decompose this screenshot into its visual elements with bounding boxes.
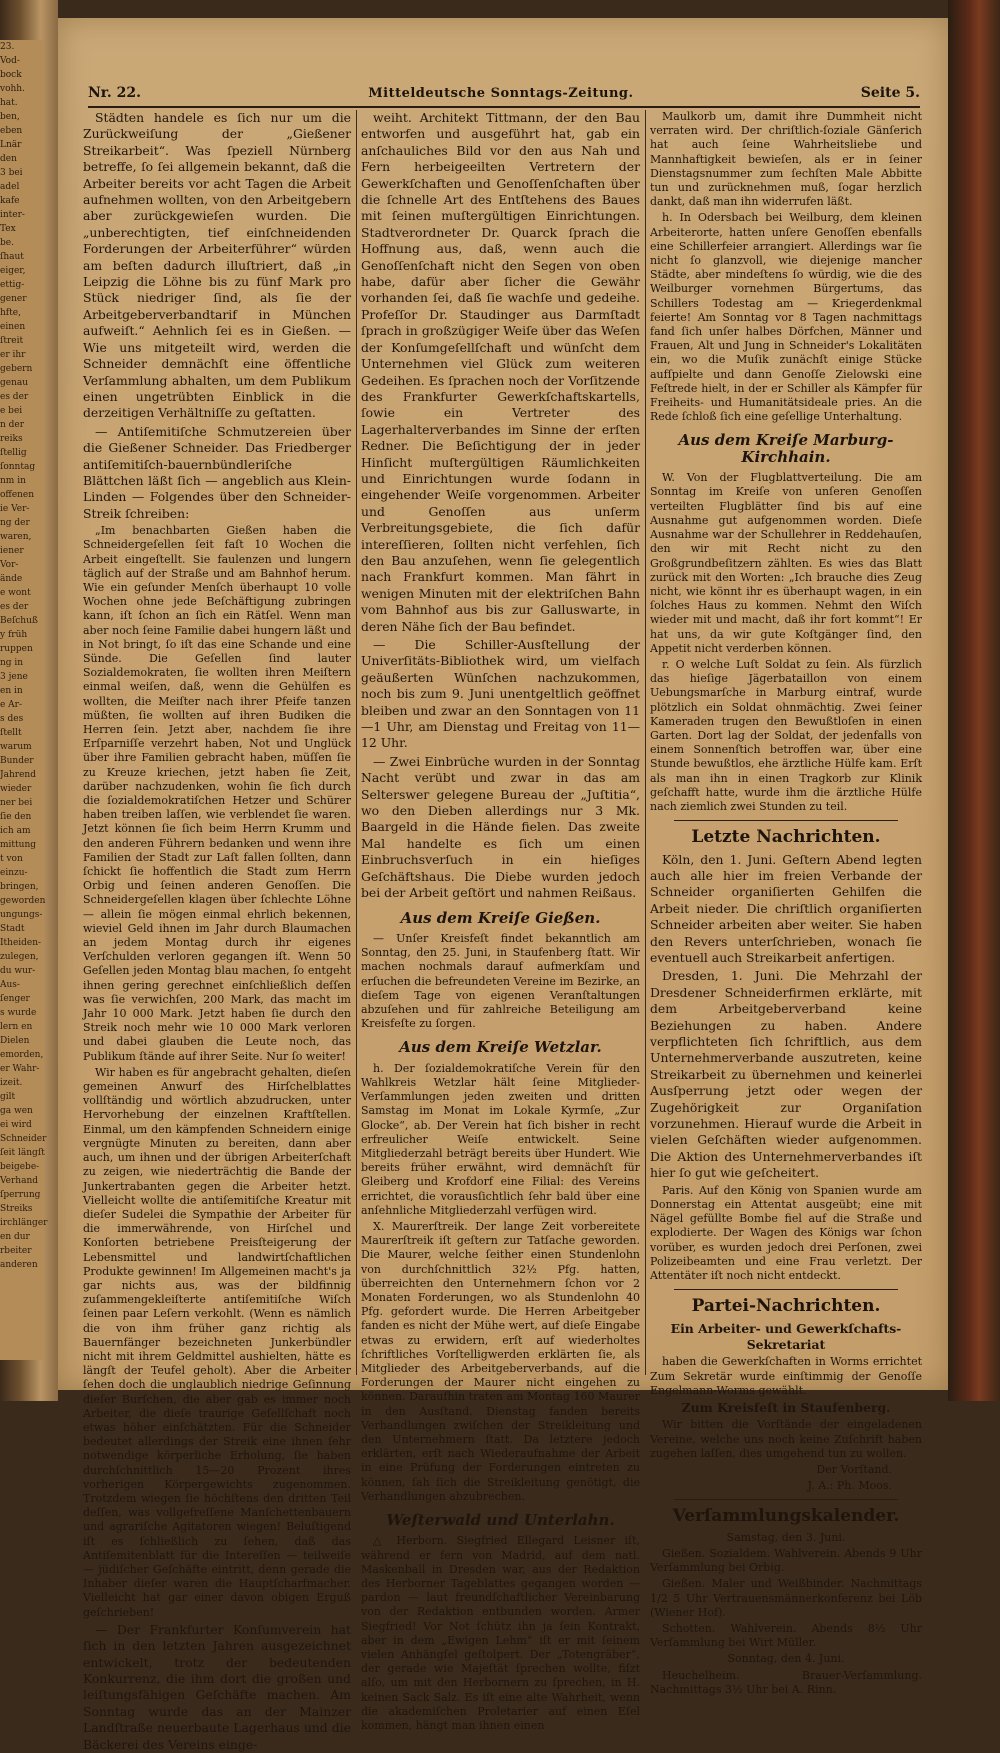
prev-page-fragment: ſonntag	[0, 462, 36, 472]
section-title: Verſammlungskalender.	[672, 1506, 900, 1527]
prev-page-fragment: ſhaut	[0, 252, 24, 262]
prev-page-fragment: be.	[0, 238, 14, 248]
article-paragraph: „Im benachbarten Gießen haben die Schneidergeſellen ſeit faſt 10 Wochen die Arbeit eingeſtellt. Sie faulenzen und lungern täglich auf der Straße und am Bahnhof herum. Wie ein geſunder Menſch überhaupt 10 volle Wochen ohne jede Beſchäftigung zubringen kann, iſt ſchon an ſich ein Rätſel. Wenn man aber noch ſeine Familie dabei hungern läßt und in Not bringt, ſo iſt das eine Schande und eine Sünde. Die Geſellen ſind lauter Sozialdemokraten, ſie wollten ihren Meiſtern einmal weiſen, daß, wenn die Gehülfen es wollten, die Meiſter nach ihrer Pfeife tanzen müßten, ſie wollten auf ihren Budiken die Herren ſein. Jetzt aber, nachdem ſie ihre Erſparniſſe verzehrt haben, Not und Unglück über ihre Familien gebracht haben, müſſen ſie zu Kreuze kriechen, jetzt haben ſie Zeit, darüber nachzudenken, wohin ſie ſich durch die ſozialdemokratiſchen Hetzer und Schürer haben treiben laſſen, wie verblendet ſie waren. Jetzt können ſie ſich beim Herrn Krumm und den anderen Führern bedanken und wenn ihre Familien der Stadt zur Laſt fallen ſollten, dann ſchickt ſie hoffentlich die Stadt zum Herrn Orbig und ſeinen anderen Genoſſen. Die Schneidergeſellen klagen über ſchlechte Löhne — allein ſie mögen einmal ehrlich bekennen, wieviel Geld ihnen im Jahr durch Blaumachen an jedem Montag durch ihr eigenes Verſchulden verloren gegangen iſt. Wenn 50 Geſellen jeden Montag blau machen, ſo entgeht ihnen gering gerechnet einſchließlich deſſen was ſie verwichſen, 200 Mark, das macht im Jahr 10 000 Mark. Jetzt haben ſie durch den Streik noch mehr wie 10 000 Mark verloren und dabei glauben die Leute noch, das Publikum ſtände auf ihrer Seite. Nur ſo weiter!	[83, 524, 351, 1063]
prev-page-fragment: geworden	[0, 896, 46, 906]
prev-page-fragment: ben,	[0, 112, 20, 122]
prev-page-fragment: eben	[0, 126, 23, 136]
prev-page-fragment: Verhand	[0, 1176, 39, 1186]
prev-page-fragment: 3 bei	[0, 168, 23, 178]
date-line: Sonntag, den 4. Juni.	[727, 1652, 845, 1666]
prev-page-fragment: ei wird	[0, 1120, 32, 1130]
prev-page-fragment: e Ar-	[0, 700, 23, 710]
article-paragraph: — Antiſemitiſche Schmutzereien über die Gießener Schneider. Das Friedberger antiſemitiſch-bauernbündleriſche Blättchen läßt ſich — angeblich aus Klein-Linden — Folgendes über den Schneider-Streik ſchreiben:	[83, 423, 351, 521]
prev-page-fragment: bringen,	[0, 882, 39, 892]
newspaper-title: Mitteldeutsche Sonntags-Zeitung.	[368, 85, 634, 101]
prev-page-fragment: Beſchuß	[0, 616, 38, 626]
prev-page-fragment: Itheiden-	[0, 938, 42, 948]
prev-page-fragment: hfte,	[0, 308, 21, 318]
prev-page-fragment: ie Ver-	[0, 504, 30, 514]
prev-page-fragment: warum	[0, 742, 32, 752]
prev-page-fragment: e wont	[0, 588, 31, 598]
prev-page-fragment: ettig-	[0, 280, 25, 290]
prev-page-fragment: Tex	[0, 224, 16, 234]
date-line: Samstag, den 3. Juni.	[726, 1530, 846, 1544]
book-page-edges	[948, 0, 1000, 1401]
article-paragraph: △ Herborn. Siegfried Ellegard Leisner iſt, während er fern von Madrid, auf dem natl. Maskenball in Dresden war, aus der Redaktion des Herborner Tageblattes gegangen worden — pardon — laut freundſchaftlicher Vereinbarung von der Redaktion entbunden worden. Armer Siegfried! Vor Not ſchütz ihn ja ſein Kontrakt, aber in dem „Ewigen Lehm“ iſt er mit ſeinem vielen Anhängſel geſtolpert. Der „Totengräber“, der gerade wie Majeſtät ſprechen wollte, fiſzt alſo, um mit den Herbornern zu ſprechen, in H. keinen Sack Salz. Es iſt eine alte Wahrheit, wenn die akademiſchen Proletarier auf einen Eſel kommen, hängt man ihnen einen	[361, 1534, 640, 1733]
article-paragraph: — Unſer Kreisfeſt findet bekanntlich am Sonntag, den 25. Juni, in Staufenberg ſtatt. Wir machen nochmals darauf aufmerkſam und erſuchen die befreundeten Vereine im Bezirke, an dieſem Tage von eigenen Veranſtaltungen abzuſehen und für zahlreiche Beteiligung am Kreisfeſte zu ſorgen.	[361, 931, 640, 1031]
notice-heading: Zum Kreisfeſt in Staufenberg.	[681, 1399, 891, 1415]
article-paragraph: W. Von der Flugblattverteilung. Die am Sonntag im Kreiſe von unſeren Genoſſen verteilten Flugblätter ſind bis auf eine Ausnahme gut aufgenommen worden. Dieſe Ausnahme war der Schullehrer in Reddehauſen, den wir mit Recht nicht zu den Großgrundbeſitzern zählten. Es wies das Blatt zurück mit den Worten: „Ich brauche dies Zeug nicht, wie könnt ihr es überhaupt wagen, in ein ſolches Haus zu kommen. Nehmt den Wiſch wieder mit und macht, daß ihr fort kommt“! Er hat uns, da wir gute Koſtgänger ſind, den Appetit nicht verderben können.	[650, 471, 922, 655]
prev-page-fragment: Jahrend	[0, 770, 36, 780]
article-paragraph: Maulkorb um, damit ihre Dummheit nicht verraten wird. Der chriſtlich-ſoziale Gänſerich hat auch ſeine Wahrheitsliebe und Mannhaftigkeit bewieſen, als er in ſeiner Dienstagsnummer zum ſechſten Male Abbitte tun und zurücknehmen muß, ſogar herzlich dankt, daß man ihn widerrufen läßt.	[650, 110, 922, 209]
prev-page-fragment: offenen	[0, 490, 35, 500]
prev-page-fragment: Vod-	[0, 56, 20, 66]
article-paragraph: Köln, den 1. Juni. Geſtern Abend legten auch alle hier im freien Verbande der Schneider organiſierten Gehilfen die Arbeit nieder. Die chriſtlich organiſierten Schneider arbeiten aber weiter. Sie haben den Revers unterſchrieben, wonach ſie eventuell auch Streikarbeit anfertigen.	[650, 851, 922, 965]
article-paragraph: Paris. Auf den König von Spanien wurde am Donnerstag ein Attentat ausgeübt; eine mit Nägel gefüllte Bombe fiel auf die Straße und explodierte. Der Wagen des Königs war ſchon vorüber, es wurden jedoch drei Perſonen, zwei Polizeibeamten und eine Frau verletzt. Der Attentäter iſt noch nicht entdeckt.	[650, 1183, 922, 1282]
prev-page-fragment: bock	[0, 70, 22, 80]
prev-page-fragment: Stadt	[0, 924, 25, 934]
article-paragraph: Gießen. Sozialdem. Wahlverein. Abends 9 Uhr Verſammlung bei Orbig.	[650, 1546, 922, 1575]
prev-page-fragment: gilt	[0, 1092, 16, 1102]
section-rule	[674, 1289, 898, 1290]
prev-page-fragment: rbeiter	[0, 1246, 32, 1256]
section-heading: Aus dem Kreiſe Gießen.	[400, 908, 601, 927]
prev-page-fragment: gebern	[0, 364, 33, 374]
prev-page-fragment: ng in	[0, 658, 24, 668]
article-paragraph: r. O welche Luſt Soldat zu ſein. Als fürzlich das hieſige Jägerbataillon von einem Uebungsmarſche in Marburg eintraf, wurde plötzlich ein Soldat ohnmächtig. Zwei ſeiner Kameraden trugen den Bewußtloſen in einen Garten. Dort lag der Soldat, der jedenfalls von einem Sonnenſtich betroffen war, über eine Stunde bewußtlos, ehe ärztliche Hülfe kam. Erſt als man ihn in einen Tragkorb zur Klinik geſchafft hatte, wurde ihm die ärztliche Hülfe nach ziemlich zwei Stunden zu teil.	[650, 657, 922, 813]
prev-page-fragment: ich am	[0, 826, 31, 836]
prev-page-fragment: reiks	[0, 434, 23, 444]
previous-page-edge	[0, 40, 48, 1360]
prev-page-fragment: gener	[0, 294, 27, 304]
prev-page-fragment: s des	[0, 714, 24, 724]
article-paragraph: weiht. Architekt Tittmann, der den Bau entworfen und ausgeführt hat, gab ein anſchauliches Bild vor den aus Nah und Fern herbeigeeilten Vertretern der Gewerkſchaften und Genoſſenſchaften über die ſchnelle Art des Entſtehens des Baues mit ſeinen muſtergültigen Einrichtungen. Stadtverordneter Dr. Quarck ſprach die Hoffnung aus, daß, wenn auch die Genoſſenſchaft nicht den Segen von oben habe, dafür aber ſicher die Gewähr vorhanden ſei, daß ſie wachſe und gedeihe. Profeſſor Dr. Staudinger aus Darmſtadt ſprach in großzügiger Weiſe über das Weſen der Konſumgeſellſchaft und wünſcht dem Unternehmen viel Glück zum weiteren Gedeihen. Es ſprachen noch der Vorſitzende des Frankfurter Gewerkſchaftskartells, ſowie ein Vertreter des Lagerhalterverbandes im Sinne der erſten Redner. Die Beſichtigung der in jeder Hinſicht muſtergültigen Räumlichkeiten und Einrichtungen wurde ſodann in eingehender Weiſe vorgenommen. Arbeiter und Genoſſen aus unſerm Verbreitungsgebiete, die ſich dafür intereſſieren, ſollten nicht verfehlen, ſich den Bau anzuſehen, wenn ſie gelegentlich nach Frankfurt kommen. Man fährt in wenigen Minuten mit der elektriſchen Bahn vom Bahnhof aus bis zur Galluswarte, in deren Nähe ſich der Bau befindet.	[361, 110, 640, 634]
prev-page-fragment: izeit.	[0, 1078, 23, 1088]
prev-page-fragment: ga wen	[0, 1106, 33, 1116]
prev-page-fragment: wieder	[0, 784, 32, 794]
issue-number: Nr. 22.	[88, 85, 141, 101]
column-3	[650, 110, 922, 1696]
prev-page-fragment: Vor-	[0, 560, 19, 570]
column-1	[83, 110, 351, 1752]
prev-page-fragment: Streiks	[0, 1204, 33, 1214]
prev-page-fragment: ände	[0, 574, 23, 584]
section-heading: Weſterwald und Unterlahn.	[386, 1511, 615, 1530]
prev-page-fragment: ſtellig	[0, 448, 27, 458]
prev-page-fragment: anderen	[0, 1260, 38, 1270]
prev-page-fragment: er Wahr-	[0, 1064, 40, 1074]
prev-page-fragment: ſperrung	[0, 1190, 41, 1200]
prev-page-fragment: en dur	[0, 1232, 30, 1242]
prev-page-fragment: lern en	[0, 1022, 33, 1032]
prev-page-fragment: ſenger	[0, 994, 30, 1004]
article-paragraph: Heuchelheim. Brauer-Verſammlung. Nachmittags 3½ Uhr bei A. Rinn.	[650, 1668, 922, 1696]
prev-page-fragment: 23.	[0, 42, 15, 52]
prev-page-fragment: es der	[0, 392, 29, 402]
prev-page-fragment: kafe	[0, 196, 20, 206]
prev-page-fragment: adel	[0, 182, 20, 192]
page-number: Seite 5.	[860, 85, 920, 101]
article-paragraph: haben die Gewerkſchaften in Worms errichtet Zum Sekretär wurde einſtimmig der Genoſſe Engelmann-Worms gewählt.	[650, 1355, 922, 1397]
column-divider	[356, 110, 357, 1375]
section-title: Partei-Nachrichten.	[691, 1296, 881, 1317]
page-header	[88, 82, 920, 104]
signature-line: J. A.: Ph. Moos.	[807, 1479, 892, 1493]
prev-page-fragment: hat.	[0, 98, 18, 108]
prev-page-fragment: iener	[0, 546, 24, 556]
article-paragraph: Wir haben es für angebracht gehalten, dieſen gemeinen Anwurf des Hirſchelblattes vollſtändig und wörtlich abzudrucken, unter Hervorhebung der einzelnen Kraftſtellen. Einmal, um den kämpfenden Schneidern einige vergnügte Minuten zu bereiten, dann aber auch, um ihnen und der übrigen Arbeiterſchaft zu zeigen, wie niederträchtig die Bande der Junkertrabanten gegen die Arbeiter hetzt. Vielleicht wollte die antiſemitiſche Kreatur mit dieſer Sudelei die Sympathie der Arbeiter für die immerwährende, von Hirſchel und Konſorten betriebene Preisſteigerung der Lebensmittel und landwirtſchaftlichen Produkte gewinnen! Im Allgemeinen macht's ja gar nichts aus, was der bildfinnig zuſammengekleiſterte antiſemitiſche Wiſch ſeinen paar Leſern verkohlt. (Wenn es nämlich die von ihm früher ganz richtig als Bauernfänger bezeichneten Junkerbündler nicht mit ihrem Geldmittel aushielten, hätte es längſt der Teufel geholt). Aber die Arbeiter ſehen doch die unglaublich niedrige Geſinnung dieſer Burſchen, die aber gab es immer noch Arbeiter, die dieſe traurige Geſellſchaft noch etwas höher einſchätzten. Für die Schneider bedeutet allerdings der Streik eine ihnen ſehr notwendige körperliche Erholung, ſie haben durchſchnittlich 15—20 Prozent ihres vorherigen Körpergewichts zugenommen. Trotzdem wiegen ſie höchſtens den dritten Teil deſſen, was vollgefreſſene Manſchettenbauern und agrariſche Agitatoren wiegen! Beluſtigend iſt es ſchließlich zu ſehen, daß das Antiſemitenblatt für die Intereſſen — teilweiſe — jüdiſcher Geſchäfte eintritt, denn gerade die Inhaber dieſer waren die Hauptſcharfmacher. Vielleicht hat gar einer davon obigen Erguß geſchrieben!	[83, 1065, 351, 1619]
prev-page-fragment: mittung	[0, 840, 36, 850]
prev-page-fragment: emorden,	[0, 1050, 44, 1060]
article-paragraph: h. In Odersbach bei Weilburg, dem kleinen Arbeiterorte, hatten unſere Genoſſen ebenfalls eine Schillerfeier arrangiert. Allerdings war ſie nicht ſo glanzvoll, wie diejenige mancher Städte, aber mindeſtens ſo würdig, wie die des Weilburger vornehmen Bürgertums, das Schillers Todestag am — Kriegerdenkmal feierte! Am Sonntag vor 8 Tagen nachmittags fand ſich unſer halbes Dörfchen, Männer und Frauen, Alt und Jung in Schneider's Lokalitäten ein, wo die Muſik zunächſt einige Stücke aufſpielte und dann Genoſſe Zielowski eine Feſtrede hielt, in der er Schiller als Kämpfer für Freiheits- und Humanitätsideale pries. An die Rede ſchloß ſich eine geſellige Unterhaltung.	[650, 211, 922, 424]
prev-page-fragment: zulegen,	[0, 952, 39, 962]
column-divider	[645, 110, 646, 1375]
section-heading: Aus dem Kreiſe Marburg-Kirchhain.	[678, 431, 894, 466]
prev-page-fragment: ſtellt	[0, 728, 22, 738]
prev-page-fragment: beigebe-	[0, 1162, 40, 1172]
prev-page-fragment: Bunder	[0, 756, 34, 766]
prev-page-fragment: ner bei	[0, 798, 33, 808]
column-2	[361, 110, 640, 1733]
article-paragraph: Städten handele es ſich nur um die Zurückweiſung der „Gießener Streikarbeit“. Was ſpeziell Nürnberg betreffe, ſo ſei allgemein bekannt, daß die Arbeiter bereits vor acht Tagen die Arbeit aufnehmen wollten, von den Arbeitgebern aber zurückgewieſen wurden. Die „unberechtigten, tief einſchneidenden Forderungen der Arbeiterführer“ würden am beſten dadurch illuſtriert, daß „in Leipzig die Löhne bis zu fünf Mark pro Stück niedriger ſind, als ſie der Arbeitgeberverbandtarif in München aufweiſt.“ Aehnlich ſei es in Gießen. — Wie uns mitgeteilt wird, werden die Schneider demnächſt eine öffentliche Verſammlung abhalten, um dem Publikum einen ungetrübten Einblick in die derzeitigen Verhältniſſe zu geſtatten.	[83, 110, 351, 421]
prev-page-fragment: t von	[0, 854, 23, 864]
prev-page-fragment: nm in	[0, 476, 26, 486]
prev-page-fragment: e bei	[0, 406, 23, 416]
prev-page-fragment: den	[0, 154, 17, 164]
section-rule	[674, 1499, 898, 1500]
prev-page-fragment: n der	[0, 420, 25, 430]
prev-page-fragment: Schneider	[0, 1134, 47, 1144]
prev-page-fragment: y früh	[0, 630, 28, 640]
prev-page-fragment: en in	[0, 686, 23, 696]
prev-page-fragment: ruppen	[0, 644, 33, 654]
prev-page-fragment: ſie den	[0, 812, 32, 822]
article-paragraph: — Zwei Einbrüche wurden in der Sonntag Nacht verübt und zwar in das am Selterswег gelegene Bureau der „Juſtitia“, wo den Dieben allerdings nur 3 Mk. Baargeld in die Hände fielen. Das zweite Mal handelte es ſich um einen Einbruchsverſuch in ein hieſiges Geſchäftshaus. Die Diebe wurden jedoch bei der Arbeit geſtört und nahmen Reißaus.	[361, 753, 640, 901]
prev-page-fragment: einen	[0, 322, 26, 332]
prev-page-fragment: ſtreit	[0, 336, 24, 346]
prev-page-fragment: es der	[0, 602, 29, 612]
header-rule	[88, 106, 920, 108]
prev-page-fragment: ng der	[0, 518, 30, 528]
prev-page-fragment: 3 jene	[0, 672, 28, 682]
prev-page-fragment: s wurde	[0, 1008, 37, 1018]
article-paragraph: — Der Frankfurter Konſumverein hat ſich in den letzten Jahren ausgezeichnet entwickelt, trotz der bedeutenden Konkurrenz, die ihm dort die großen und leiſtungsfähigen Geſchäfte machen. Am Sonntag wurde das an der Mainzer Landſtraße neuerbaute Lagerhaus und die Bäckerei des Vereins einge-	[83, 1621, 351, 1752]
notice-heading: Ein Arbeiter- und Gewerkſchafts-Sekretariat	[670, 1320, 902, 1352]
article-paragraph: Gießen. Maler und Weißbinder. Nachmittags 1/2 5 Uhr Vertrauensmännerkonferenz bei Löb (Wiener Hof).	[650, 1577, 922, 1619]
article-paragraph: Dresden, 1. Juni. Die Mehrzahl der Dresdener Schneiderfirmen erklärte, mit dem Arbeitgeberverband keine Beziehungen zu haben. Andere verpflichteten ſich ſchriftlich, aus dem Unternehmerverbande auszutreten, keine Streikarbeit zu übernehmen und keinerlei Ausſperrung jetzt oder wegen der Zugehörigkeit zur Organiſation vorzunehmen. Hierauf wurde die Arbeit in vielen Geſchäften wieder aufgenommen. Die Aktion des Unternehmerverbandes iſt hier ſo gut wie geſcheitert.	[650, 968, 922, 1181]
article-paragraph: X. Maurerſtreik. Der lange Zeit vorbereitete Maurerſtreik iſt geſtern zur Tatſache geworden. Die Maurer, welche ſeither einen Stundenlohn von durchſchnittlich 32½ Pfg. hatten, überreichten den Unternehmern ſchon vor 2 Monaten Forderungen, wo als Stundenlohn 40 Pfg. gefordert wurde. Die Herren Arbeitgeber fanden es nicht der Mühe wert, auf dieſe Eingabe etwas zu erwidern, erſt auf wiederholtes ſchriftliches Vorſtelligwerden erklärten ſie, als Mitglieder des Arbeitgeberverbands, auf die Forderungen der Maurer nicht eingehen zu können. Daraufhin traten am Montag 160 Maurer in den Ausſtand. Dienstag fanden bereits Verhandlungen zwiſchen der Streikleitung und den Unternehmern ſtatt. Da letztere jedoch erklärten, erſt nach Wiederaufnahme der Arbeit in eine Prüfung der Forderungen eintreten zu können, ſah ſich die Streikleitung genötigt, die Verhandlungen abzubrechen.	[361, 1219, 640, 1503]
newspaper-page	[58, 18, 948, 1752]
prev-page-fragment: irchlänger	[0, 1218, 48, 1228]
article-paragraph: Wir bitten die Vorſtände der eingeladenen Vereine, welche uns noch keine Zuſchrift haben zugehen laſſen, dies umgehend tun zu wollen.	[650, 1418, 922, 1460]
prev-page-fragment: eiger,	[0, 266, 26, 276]
section-title: Letzte Nachrichten.	[691, 827, 881, 848]
prev-page-fragment: vohh.	[0, 84, 25, 94]
article-paragraph: Schotten. Wahlverein. Abends 8½ Uhr Verſammlung bei Wirt Müller.	[650, 1621, 922, 1650]
article-paragraph: — Die Schiller-Ausſtellung der Univerſitäts-Bibliothek wird, um vielfach geäußerten Wünſchen nachzukommen, noch bis zum 9. Juni unentgeltlich geöffnet bleiben und zwar an den Sonntagen von 11—1 Uhr, am Dienstag und Freitag von 11—12 Uhr.	[361, 637, 640, 751]
signature-line: Der Vorſtand.	[816, 1462, 892, 1476]
prev-page-fragment: inter-	[0, 210, 25, 220]
prev-page-fragment: ſeit längſt	[0, 1148, 45, 1158]
prev-page-fragment: waren,	[0, 532, 32, 542]
article-paragraph: h. Der ſozialdemokratiſche Verein für den Wahlkreis Wetzlar hält ſeine Mitglieder-Verſammlungen jeden zweiten und dritten Samstag im Monat im Lokale Kyrmſe, „Zur Glocke“, ab. Der Verein hat ſich bisher in recht erfreulicher Weiſe entwickelt. Seine Mitgliederzahl beträgt bereits über Hundert. Wie bereits früher erwähnt, wird demnächſt für Gleiberg und Krofdorf eine Filial: des Vereins errichtet, die vorausſichtlich ſehr bald über eine anſehnliche Mitgliederzahl verfügen wird.	[361, 1061, 640, 1217]
prev-page-fragment: Dielen	[0, 1036, 30, 1046]
prev-page-fragment: einzu-	[0, 868, 28, 878]
prev-page-fragment: Lnär	[0, 140, 22, 150]
section-heading: Aus dem Kreiſe Wetzlar.	[399, 1038, 602, 1057]
prev-page-fragment: Aus-	[0, 980, 20, 990]
prev-page-fragment: genau	[0, 378, 29, 388]
prev-page-fragment: du wur-	[0, 966, 36, 976]
prev-page-fragment: er ihr	[0, 350, 26, 360]
prev-page-fragment: ungungs-	[0, 910, 43, 920]
section-rule	[674, 820, 898, 821]
